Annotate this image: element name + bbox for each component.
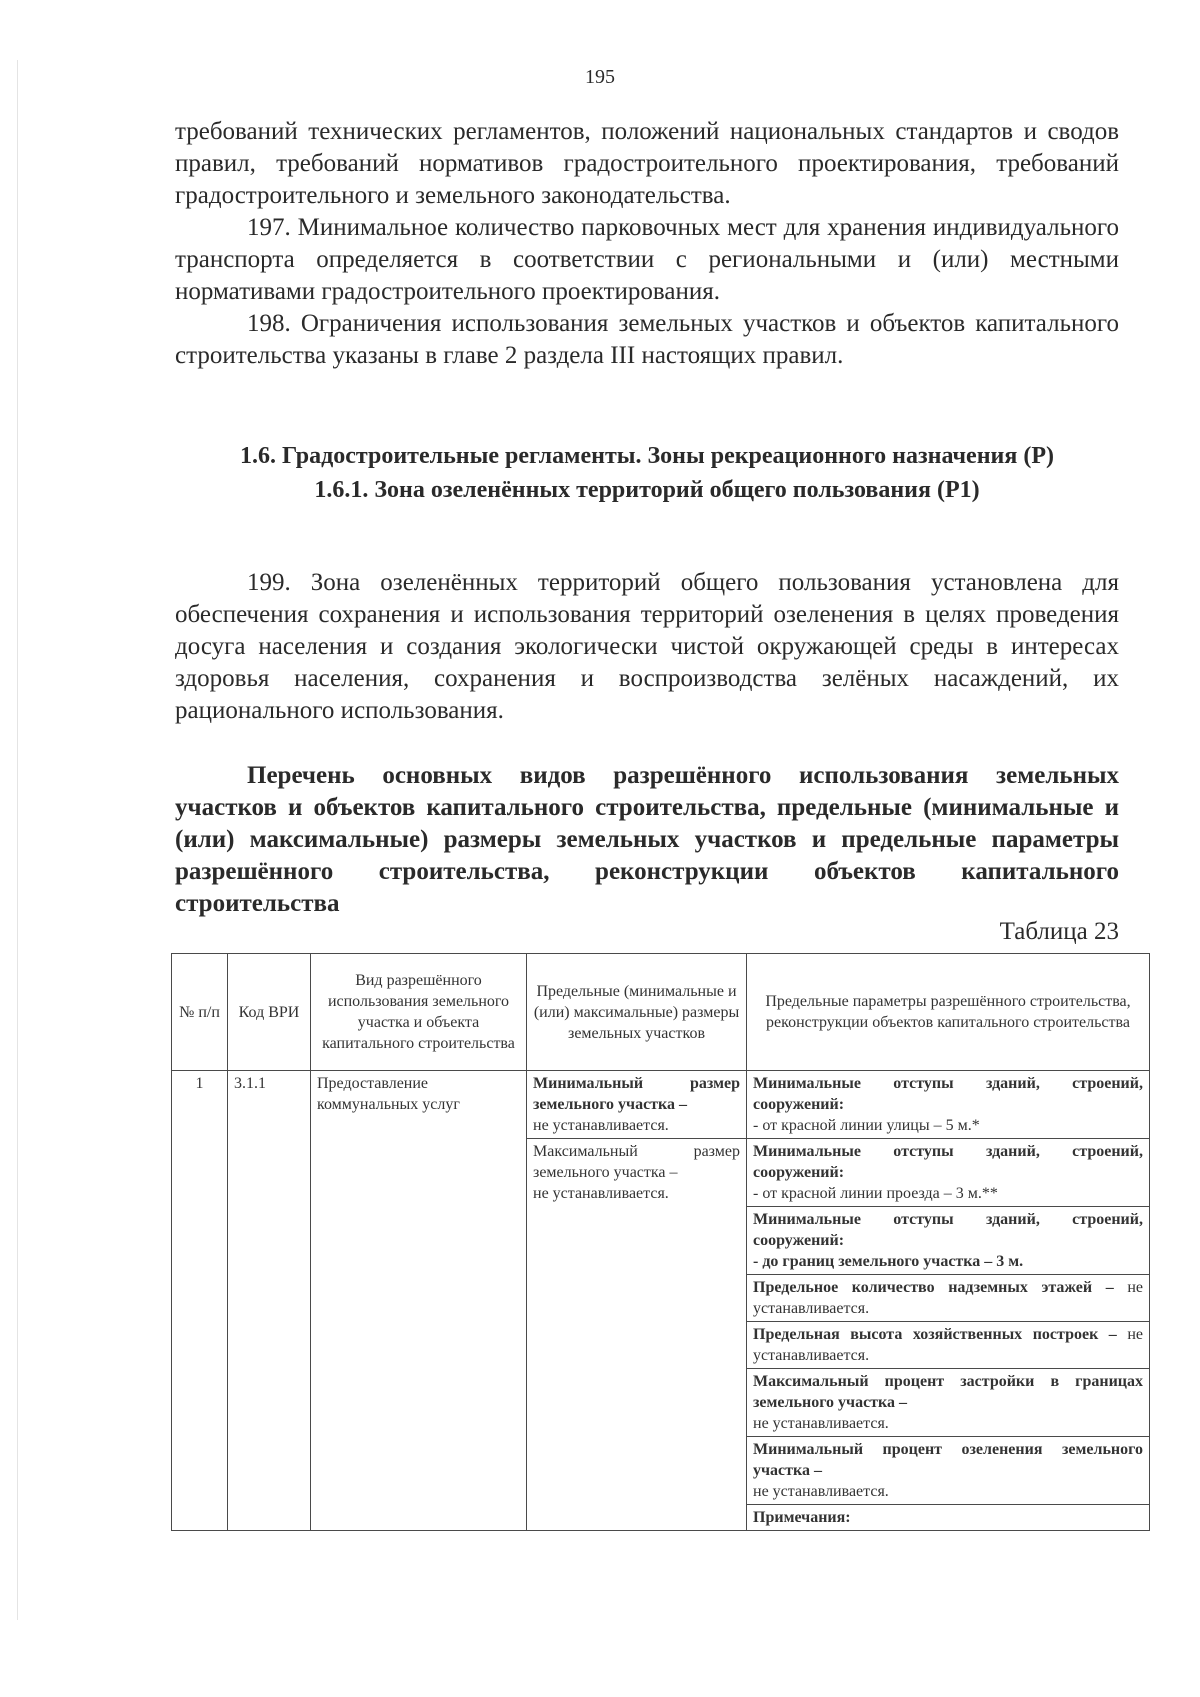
heading-1-6-1: 1.6.1. Зона озеленённых территорий общего пользования (Р1) (314, 477, 980, 503)
list-heading-block (175, 760, 1119, 920)
scan-edge-line (17, 60, 18, 1620)
paragraph-continuation: требований технических регламентов, положений национальных стандартов и сводов правил, требований нормативов градостроительного проектирования, требований градостроительного и земельного законодательства. (175, 118, 1119, 209)
header-use: Вид разрешённого использования земельного участка и объекта капитального строительства (311, 954, 527, 1071)
param-value: не устанавливается. (753, 1483, 889, 1500)
paragraph-197: 197. Минимальное количество парковочных мест для хранения индивидуального транспорта определяется в соответствии с региональными и (или) местными нормативами градостроительного проектирования. (175, 214, 1119, 305)
param-value: не устанавливается. (753, 1279, 1144, 1317)
list-heading: Перечень основных видов разрешённого использования земельных участков и объектов капитального строительства, предельные (минимальные и (или) максимальные) размеры земельных участков и предельные параметры разрешённого строительства, реконструкции объектов капитального строительства (175, 762, 1119, 917)
page-number: 195 (585, 66, 615, 88)
param-cell (747, 1071, 1150, 1139)
section-headings (175, 440, 1119, 506)
paragraph-198: 198. Ограничения использования земельных участков и объектов капитального строительства указаны в главе 2 раздела III настоящих правил. (175, 310, 1119, 369)
param-value: - от красной линии проезда – 3 м.** (753, 1185, 998, 1202)
param-value: - до границ земельного участка – 3 м. (753, 1253, 1024, 1270)
param-value: не устанавливается. (753, 1326, 1143, 1364)
cell-max-size (527, 1139, 747, 1531)
body-text-top (175, 116, 1119, 372)
param-title: Предельное количество надземных этажей – (753, 1279, 1114, 1296)
header-num: № п/п (172, 954, 228, 1071)
param-cell (747, 1139, 1150, 1207)
paragraph-199: 199. Зона озеленённых территорий общего пользования установлена для обеспечения сохранения и использования территорий озеленения в целях проведения досуга населения и создания экологически чистой окружающей среды в интересах здоровья населения, сохранения и воспроизводства зелёных насаждений, их рационального использования. (175, 569, 1119, 724)
cell-use: Предоставление коммунальных услуг (311, 1071, 527, 1531)
param-title: Минимальные отступы зданий, строений, сооружений: (753, 1143, 1143, 1181)
max-size-title: Максимальный размер земельного участка – (533, 1143, 740, 1181)
min-size-title: Минимальный размер земельного участка – (533, 1075, 740, 1113)
header-code: Код ВРИ (228, 954, 311, 1071)
regulations-table (171, 953, 1150, 1531)
param-title: Минимальные отступы зданий, строений, сооружений: (753, 1075, 1143, 1113)
table-caption: Таблица 23 (999, 918, 1119, 945)
table-row (172, 1071, 1150, 1139)
param-value: - от красной линии улицы – 5 м.* (753, 1117, 980, 1134)
cell-code: 3.1.1 (228, 1071, 311, 1531)
param-cell (747, 1369, 1150, 1437)
cell-min-size (527, 1071, 747, 1139)
cell-num: 1 (172, 1071, 228, 1531)
param-cell (747, 1207, 1150, 1275)
header-size: Предельные (минимальные и (или) максимальные) размеры земельных участков (527, 954, 747, 1071)
param-title: Минимальные отступы зданий, строений, сооружений: (753, 1211, 1143, 1249)
param-cell (747, 1275, 1150, 1322)
param-title: Максимальный процент застройки в границах земельного участка – (753, 1373, 1143, 1411)
max-size-value: не устанавливается. (533, 1185, 669, 1202)
param-cell (747, 1322, 1150, 1369)
body-text-middle (175, 567, 1119, 727)
param-cell (747, 1437, 1150, 1505)
param-title: Предельная высота хозяйственных построек – (753, 1326, 1117, 1343)
param-value: не устанавливается. (753, 1415, 889, 1432)
min-size-value: не устанавливается. (533, 1117, 669, 1134)
heading-1-6: 1.6. Градостроительные регламенты. Зоны рекреационного назначения (Р) (240, 443, 1054, 469)
notes-label: Примечания: (747, 1505, 1150, 1531)
table-header-row (172, 954, 1150, 1071)
param-title: Минимальный процент озеленения земельного участка – (753, 1441, 1143, 1479)
header-params: Предельные параметры разрешённого строительства, реконструкции объектов капитального строительства (747, 954, 1150, 1071)
